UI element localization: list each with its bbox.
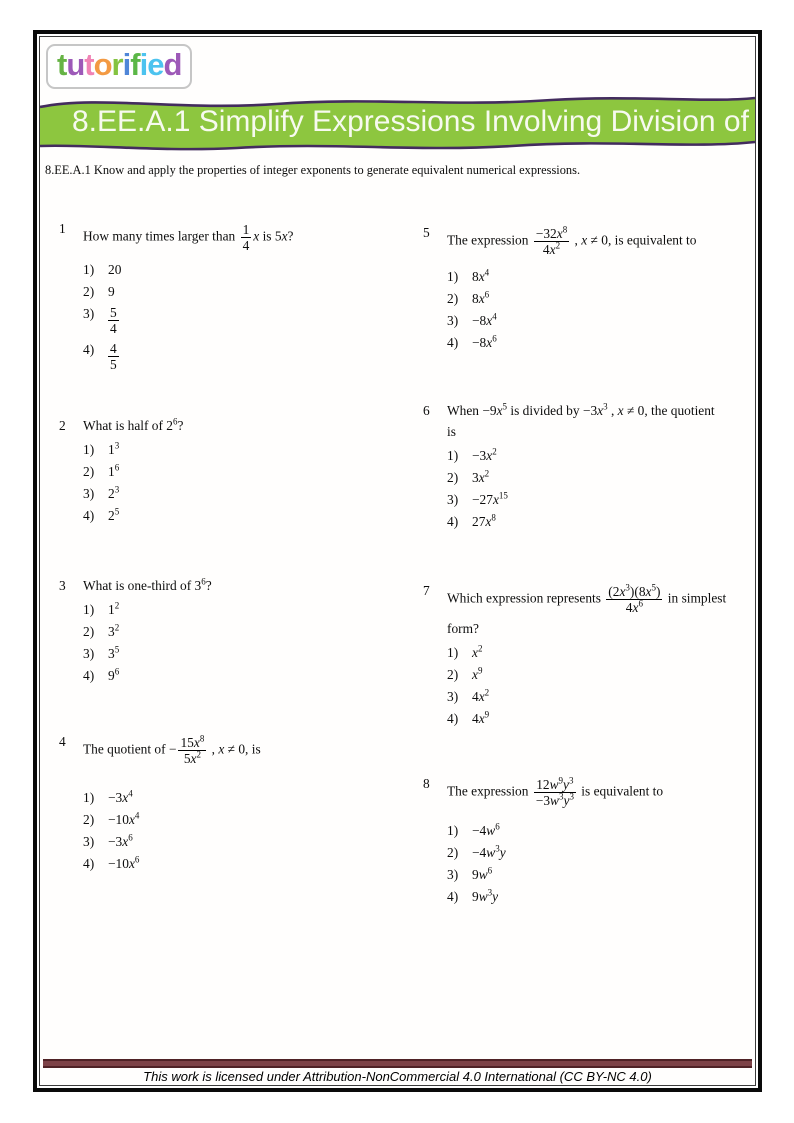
option-label: 4) bbox=[83, 668, 95, 683]
option-label: 1) bbox=[83, 602, 95, 617]
option-value: $-3x^4$ bbox=[108, 788, 133, 805]
option-label: 4) bbox=[447, 889, 459, 904]
option-label: 4) bbox=[447, 514, 459, 529]
options-list bbox=[83, 439, 399, 526]
option-value: $8x^6$ bbox=[472, 289, 490, 306]
option-value: 20 bbox=[108, 262, 122, 277]
options-list bbox=[83, 787, 399, 874]
question-number: 2 bbox=[59, 418, 66, 433]
option-row bbox=[447, 288, 756, 309]
question-stem: How many times larger than $\frac{1}{4}$ x is 5x? bbox=[83, 222, 294, 253]
logo-letter: t bbox=[84, 47, 94, 82]
option-label: 3) bbox=[447, 689, 459, 704]
option-value: $-8x^4$ bbox=[472, 311, 497, 328]
question-number: 7 bbox=[423, 583, 430, 598]
option-value: $-10x^6$ bbox=[108, 854, 140, 871]
logo-letter: d bbox=[163, 47, 182, 82]
tutorified-logo bbox=[46, 44, 192, 89]
logo-letter: f bbox=[130, 47, 140, 82]
option-label: 3) bbox=[447, 492, 459, 507]
logo-letter: e bbox=[147, 47, 164, 82]
question-2 bbox=[59, 418, 399, 527]
option-row bbox=[447, 708, 756, 729]
option-label: 1) bbox=[83, 442, 95, 457]
option-value: $2^5$ bbox=[108, 506, 120, 523]
option-value: $3^2$ bbox=[108, 622, 120, 639]
option-label: 3) bbox=[83, 306, 95, 321]
logo-letter: i bbox=[139, 47, 148, 82]
option-label: 4) bbox=[83, 856, 95, 871]
option-label: 2) bbox=[83, 464, 95, 479]
option-label: 2) bbox=[83, 812, 95, 827]
worksheet-page bbox=[33, 30, 762, 1092]
option-label: 4) bbox=[447, 711, 459, 726]
option-value: $x^9$ bbox=[472, 665, 483, 682]
option-label: 1) bbox=[447, 269, 459, 284]
option-label: 4) bbox=[83, 342, 95, 357]
logo-letter: r bbox=[111, 47, 123, 82]
option-value: $4x^9$ bbox=[472, 709, 490, 726]
option-row bbox=[83, 853, 399, 874]
option-row bbox=[83, 787, 399, 808]
option-value: $-8x^6$ bbox=[472, 333, 497, 350]
option-value bbox=[108, 303, 119, 338]
option-label: 1) bbox=[83, 262, 95, 277]
logo-letter: u bbox=[66, 47, 85, 82]
page-border bbox=[39, 36, 756, 1086]
option-row bbox=[83, 599, 399, 620]
option-value: $-4w^6$ bbox=[472, 821, 500, 838]
option-row bbox=[83, 665, 399, 686]
option-value: $-4w^3y$ bbox=[472, 843, 506, 860]
option-row bbox=[447, 842, 756, 863]
question-8 bbox=[423, 776, 756, 908]
question-stem: The expression $\frac{12w^9y^3}{-3w^3y^3}$ is equivalent to bbox=[447, 775, 664, 808]
options-list bbox=[447, 642, 756, 729]
option-label: 2) bbox=[447, 470, 459, 485]
option-row bbox=[83, 281, 399, 302]
option-value: $27x^8$ bbox=[472, 512, 496, 529]
question-stem: Which expression represents $\frac{(2x^3)(8x^5)}{4x^6}$ in simplest bbox=[447, 582, 727, 615]
option-label: 2) bbox=[83, 624, 95, 639]
option-value: $9w^6$ bbox=[472, 865, 493, 882]
option-label: 3) bbox=[83, 486, 95, 501]
option-row bbox=[83, 483, 399, 504]
option-value: $-27x^{15}$ bbox=[472, 490, 508, 507]
option-row bbox=[83, 831, 399, 852]
question-4 bbox=[59, 734, 399, 875]
question-number: 6 bbox=[423, 403, 430, 418]
option-row bbox=[83, 259, 399, 280]
option-label: 2) bbox=[83, 284, 95, 299]
question-stem: The quotient of − $\frac{15x^8}{5x^2}$ , x ≠ 0, is bbox=[83, 733, 261, 766]
logo-letter: t bbox=[57, 47, 67, 82]
option-row bbox=[83, 505, 399, 526]
question-7 bbox=[423, 583, 756, 730]
option-label: 3) bbox=[83, 834, 95, 849]
option-row bbox=[447, 310, 756, 331]
option-label: 1) bbox=[447, 448, 459, 463]
option-row bbox=[447, 489, 756, 510]
option-label: 2) bbox=[447, 667, 459, 682]
options-list bbox=[447, 266, 756, 353]
option-value: 9 bbox=[108, 284, 115, 299]
options-list bbox=[83, 259, 399, 374]
question-stem-line2: is bbox=[447, 424, 456, 439]
option-label: 3) bbox=[447, 867, 459, 882]
question-1 bbox=[59, 221, 399, 375]
option-value: $1^2$ bbox=[108, 600, 120, 617]
option-value: $x^2$ bbox=[472, 643, 483, 660]
option-row bbox=[83, 439, 399, 460]
question-number: 5 bbox=[423, 225, 430, 240]
option-value: $3x^2$ bbox=[472, 468, 490, 485]
option-row bbox=[83, 303, 399, 338]
question-stem-line2: form? bbox=[447, 621, 479, 636]
page-title: 8.EE.A.1 Simplify Expressions Involving Division of bbox=[72, 105, 749, 138]
fraction: $\frac{5}{4}$ bbox=[110, 305, 117, 336]
option-label: 4) bbox=[447, 335, 459, 350]
option-value: $-3x^6$ bbox=[108, 832, 133, 849]
option-label: 3) bbox=[83, 646, 95, 661]
option-row bbox=[83, 643, 399, 664]
option-label: 1) bbox=[447, 823, 459, 838]
option-label: 4) bbox=[83, 508, 95, 523]
footer-license-text: This work is licensed under Attribution-NonCommercial 4.0 International (CC BY-NC 4.0) bbox=[143, 1069, 652, 1084]
option-label: 2) bbox=[447, 291, 459, 306]
question-stem: What is one-third of $3^6$? bbox=[83, 576, 212, 593]
option-value: $8x^4$ bbox=[472, 267, 490, 284]
option-value: $4x^2$ bbox=[472, 687, 490, 704]
option-row bbox=[447, 467, 756, 488]
option-row bbox=[83, 809, 399, 830]
option-row bbox=[447, 886, 756, 907]
option-value: $9w^3y$ bbox=[472, 887, 499, 904]
option-row bbox=[447, 864, 756, 885]
logo-letter: o bbox=[93, 47, 112, 82]
option-row bbox=[447, 266, 756, 287]
option-value: $3^5$ bbox=[108, 644, 120, 661]
question-number: 4 bbox=[59, 734, 66, 749]
option-value: $-3x^2$ bbox=[472, 446, 497, 463]
option-row bbox=[447, 686, 756, 707]
question-6 bbox=[423, 403, 756, 533]
option-label: 1) bbox=[447, 645, 459, 660]
options-list bbox=[447, 820, 756, 907]
fraction: $\frac{12w^9y^3}{-3w^3y^3}$ bbox=[535, 775, 574, 808]
option-value: $-10x^4$ bbox=[108, 810, 140, 827]
title-banner bbox=[40, 89, 755, 159]
fraction: $\frac{15x^8}{5x^2}$ bbox=[180, 733, 205, 766]
fraction: $\frac{(2x^3)(8x^5)}{4x^6}$ bbox=[608, 582, 661, 615]
option-value: $2^3$ bbox=[108, 484, 120, 501]
option-row bbox=[447, 511, 756, 532]
logo-letters bbox=[57, 47, 181, 82]
fraction: $\frac{4}{5}$ bbox=[110, 341, 117, 372]
option-row bbox=[447, 642, 756, 663]
options-list bbox=[83, 599, 399, 686]
option-value: $9^6$ bbox=[108, 666, 120, 683]
option-label: 3) bbox=[447, 313, 459, 328]
option-value: $1^6$ bbox=[108, 462, 120, 479]
question-5 bbox=[423, 225, 756, 354]
fraction: $\frac{1}{4}$ bbox=[242, 222, 250, 253]
question-stem: What is half of $2^6$? bbox=[83, 416, 184, 433]
option-row bbox=[447, 332, 756, 353]
question-stem: When $-9x^5$ is divided by $-3x^3$ , x ≠ 0, the quotient bbox=[447, 401, 715, 418]
standard-description: 8.EE.A.1 Know and apply the properties of integer exponents to generate equivalent numerical expressions. bbox=[45, 163, 581, 177]
option-row bbox=[447, 445, 756, 466]
question-number: 8 bbox=[423, 776, 430, 791]
option-row bbox=[447, 664, 756, 685]
option-label: 2) bbox=[447, 845, 459, 860]
fraction: $\frac{-32x^8}{4x^2}$ bbox=[535, 224, 568, 257]
option-row bbox=[83, 339, 399, 374]
option-value bbox=[108, 339, 119, 374]
question-number: 1 bbox=[59, 221, 66, 236]
footer-divider-bar bbox=[43, 1059, 752, 1068]
question-stem: The expression $\frac{-32x^8}{4x^2}$ , x ≠ 0, is equivalent to bbox=[447, 224, 697, 257]
options-list bbox=[447, 445, 756, 532]
option-row bbox=[83, 461, 399, 482]
logo-letter: i bbox=[122, 47, 131, 82]
question-3 bbox=[59, 578, 399, 687]
option-label: 1) bbox=[83, 790, 95, 805]
option-row bbox=[447, 820, 756, 841]
option-value: $1^3$ bbox=[108, 440, 120, 457]
question-number: 3 bbox=[59, 578, 66, 593]
option-row bbox=[83, 621, 399, 642]
